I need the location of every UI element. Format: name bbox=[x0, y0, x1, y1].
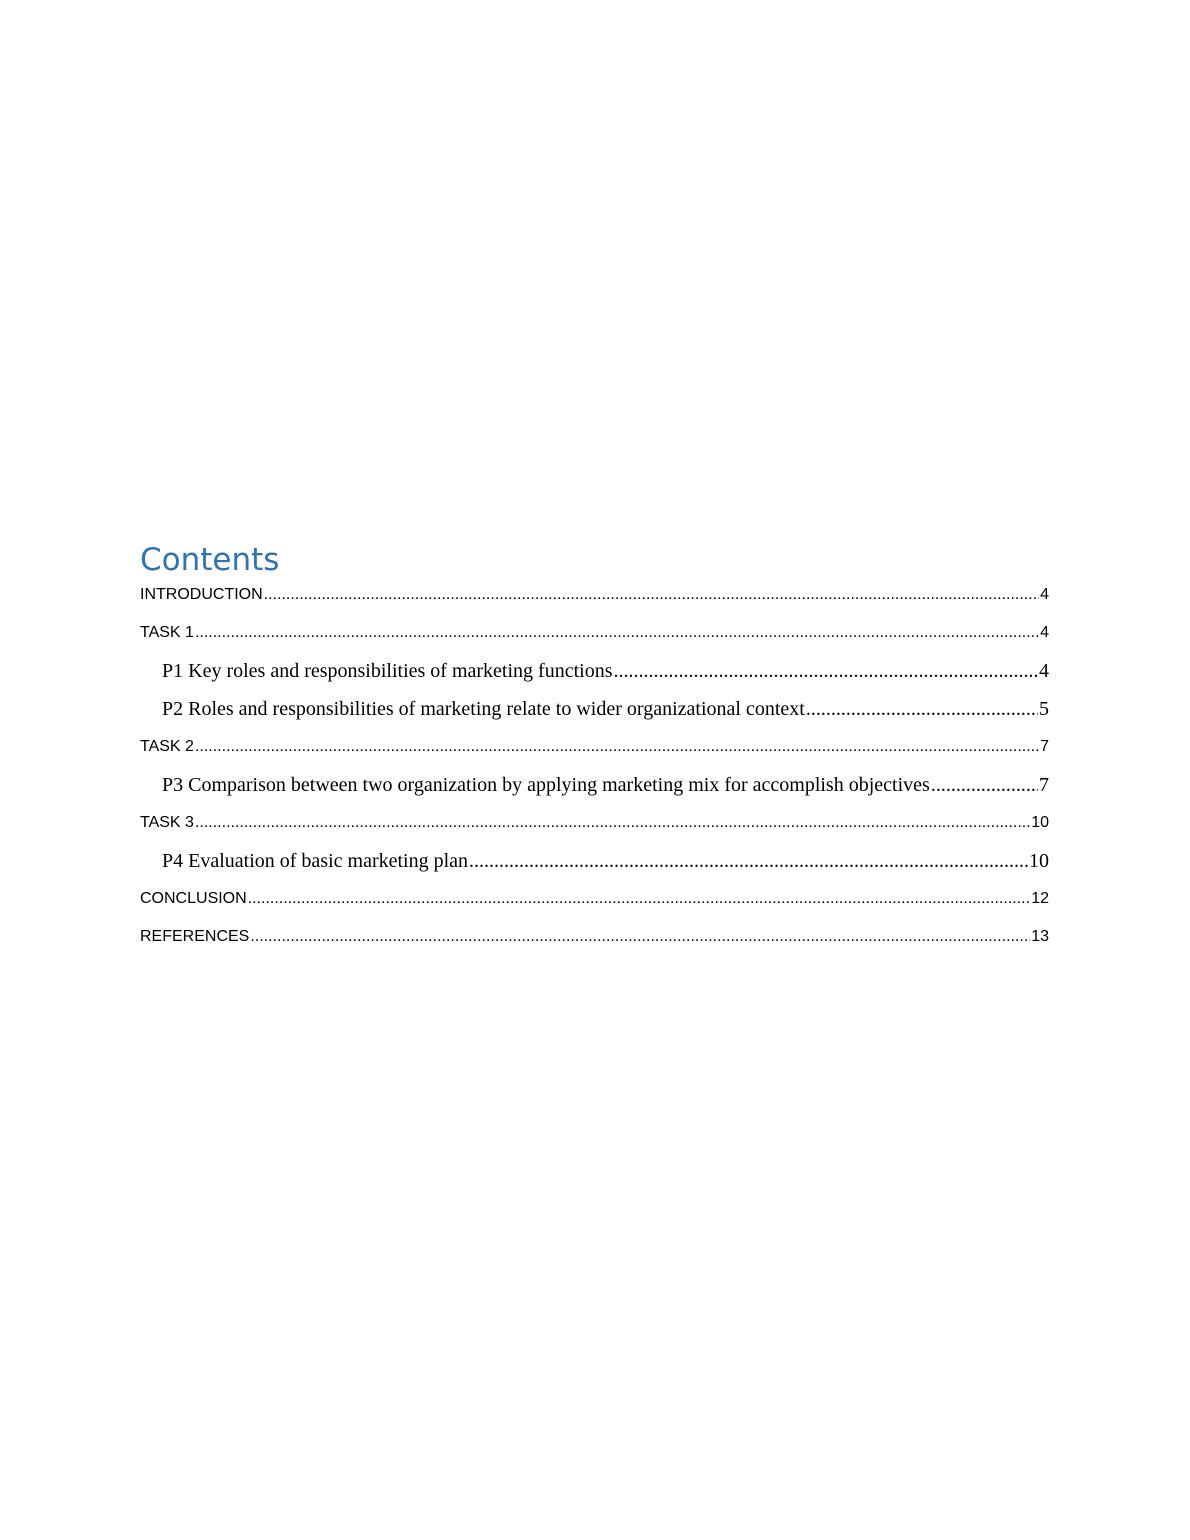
dot-leader bbox=[250, 924, 1030, 950]
dot-leader bbox=[248, 886, 1031, 912]
toc-entries bbox=[140, 582, 1049, 962]
toc-entry-conclusion[interactable] bbox=[140, 886, 1049, 924]
dot-leader bbox=[613, 658, 1038, 684]
toc-entry-task-3[interactable] bbox=[140, 810, 1049, 848]
dot-leader bbox=[931, 772, 1038, 798]
toc-entry-page: 12 bbox=[1031, 890, 1049, 907]
toc-entry-label: INTRODUCTION bbox=[140, 586, 263, 603]
toc-entry-p4[interactable] bbox=[140, 848, 1049, 886]
toc-entry-label: TASK 1 bbox=[140, 624, 194, 641]
toc-entry-label: P4 Evaluation of basic marketing plan bbox=[162, 850, 469, 872]
dot-leader bbox=[195, 810, 1030, 836]
table-of-contents bbox=[140, 538, 1049, 962]
toc-entry-label: TASK 3 bbox=[140, 814, 194, 831]
dot-leader bbox=[195, 734, 1039, 760]
toc-entry-label: P1 Key roles and responsibilities of marketing functions bbox=[162, 660, 613, 682]
toc-entry-page: 7 bbox=[1039, 774, 1049, 796]
dot-leader bbox=[195, 620, 1039, 646]
toc-entry-p2[interactable] bbox=[140, 696, 1049, 734]
toc-entry-page: 13 bbox=[1031, 928, 1049, 945]
dot-leader bbox=[806, 696, 1038, 722]
toc-entry-label: REFERENCES bbox=[140, 928, 250, 945]
toc-entry-label: CONCLUSION bbox=[140, 890, 247, 907]
toc-entry-page: 4 bbox=[1039, 660, 1049, 682]
toc-entry-label: P3 Comparison between two organization by applying marketing mix for accomplish objectives bbox=[162, 774, 930, 796]
toc-entry-page: 7 bbox=[1040, 738, 1049, 755]
toc-entry-task-2[interactable] bbox=[140, 734, 1049, 772]
toc-entry-task-1[interactable] bbox=[140, 620, 1049, 658]
toc-entry-page: 5 bbox=[1039, 698, 1049, 720]
toc-entry-references[interactable] bbox=[140, 924, 1049, 962]
toc-title: Contents bbox=[140, 542, 280, 578]
toc-entry-page: 4 bbox=[1040, 586, 1049, 603]
toc-entry-p3[interactable] bbox=[140, 772, 1049, 810]
toc-entry-label: P2 Roles and responsibilities of marketing relate to wider organizational context bbox=[162, 698, 805, 720]
toc-entry-page: 4 bbox=[1040, 624, 1049, 641]
dot-leader bbox=[469, 848, 1028, 874]
toc-entry-page: 10 bbox=[1029, 850, 1049, 872]
toc-entry-label: TASK 2 bbox=[140, 738, 194, 755]
toc-entry-page: 10 bbox=[1031, 814, 1049, 831]
dot-leader bbox=[264, 582, 1039, 608]
toc-entry-p1[interactable] bbox=[140, 658, 1049, 696]
toc-entry-introduction[interactable] bbox=[140, 582, 1049, 620]
